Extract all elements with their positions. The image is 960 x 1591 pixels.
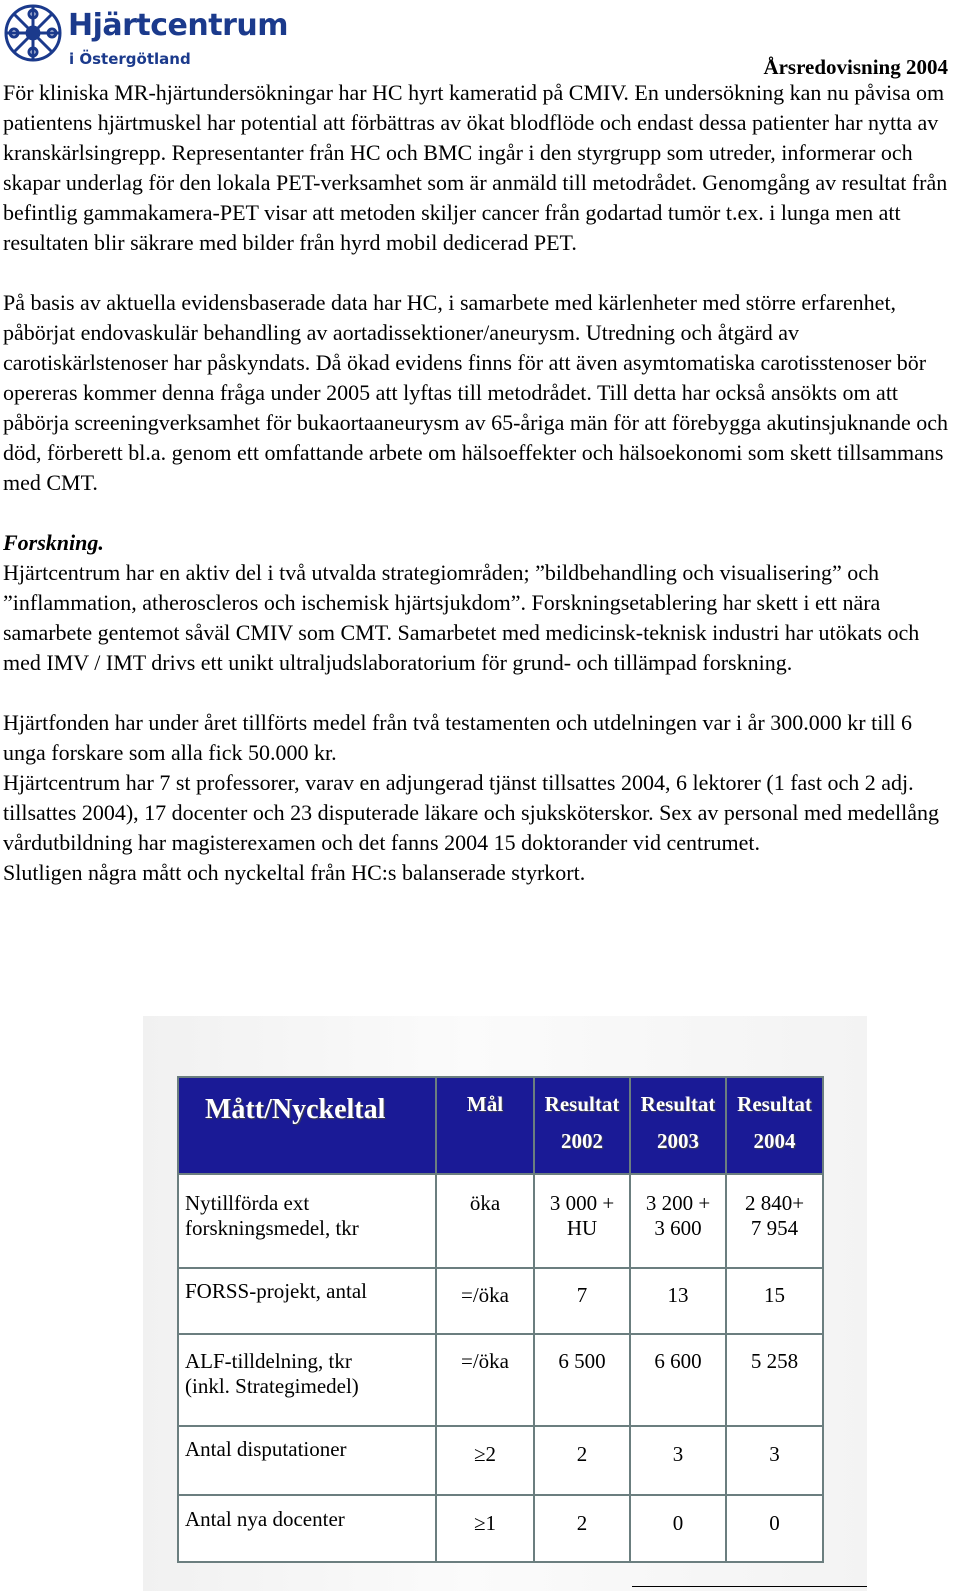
header-2003: Resultat 2003 <box>630 1077 726 1174</box>
row-label: Antal nya docenter <box>178 1495 436 1562</box>
row-label: Nytillförda ext forskningsmedel, tkr <box>178 1174 436 1268</box>
section-heading-research: Forskning. <box>3 530 104 555</box>
table-row <box>178 1334 823 1426</box>
header-metric: Mått/Nyckeltal <box>178 1077 436 1174</box>
row-goal: öka <box>436 1174 534 1268</box>
paragraph-research: Hjärtcentrum har en aktiv del i två utvalda strategiområden; ”bildbehandling och visualisering” och ”inflammation, atheroscleros och ischemisk hjärtsjukdom”. Forskningsetablering har skett i ett nära samarbete gentemot såväl CMIV som CMT. Samarbetet med medicinsk-teknisk industri har utökats och med IMV / IMT drivs ett unikt ultraljudslaboratorium för grund- och tillämpad forskning. <box>3 560 920 675</box>
paragraph-evidence: På basis av aktuella evidensbaserade data har HC, i samarbete med kärlenheter med större erfarenhet, påbörjat endovaskulär behandling av aortadissektioner/aneurysm. Utredning och åtgärd av carotiskärlstenoser har påskyndats. Då ökad evidens finns för att även asymtomatiska carotisstenoser bör opereras kommer denna fråga under 2005 att lyftas till metodrådet. Till detta har också ansökts om att påbörja screeningverksamhet för bukaortaaneurysm av 65-åriga män för att förebygga akutinsjuknande och död, förberett bl.a. genom ett omfattande arbete om hälsoeffekter och hälsoekonomi som skett tillsammans med CMT. <box>3 290 949 495</box>
row-value-2003: 6 600 <box>630 1334 726 1426</box>
row-value-2002: 6 500 <box>534 1334 630 1426</box>
paragraph-mr: För kliniska MR-hjärtundersökningar har HC hyrt kameratid på CMIV. En undersökning kan nu påvisa om patientens hjärtmuskel har potential att förbättras av ökat blodflöde och endast dessa patienter har nytta av kranskärlsingrepp. Representanter från HC och BMC ingår i den styrgrupp som utreder, informerar och skapar underlag för den lokala PET-verksamhet som är anmäld till metodrådet. Genomgång av resultat från befintlig gammakamera-PET visar att metoden skiljer cancer från godartad tumör t.ex. i lunga men att resultaten blir säkrare med bilder från hyrd mobil dedicerad PET. <box>3 80 948 255</box>
document-body <box>3 78 953 888</box>
paragraph-heart-fund: Hjärtfonden har under året tillförts medel från två testamenten och utdelningen var i år 300.000 kr till 6 unga forskare som alla fick 50.000 kr. <box>3 710 913 765</box>
row-value-2002: 3 000 + HU <box>534 1174 630 1268</box>
row-label: Antal disputationer <box>178 1426 436 1495</box>
logo-name: Hjärtcentrum <box>68 8 289 43</box>
snowflake-emblem-icon <box>2 2 64 64</box>
table-header-row <box>178 1077 823 1174</box>
row-label: ALF-tilldelning, tkr (inkl. Strategimedel) <box>178 1334 436 1426</box>
table-row <box>178 1495 823 1562</box>
table-row <box>178 1174 823 1268</box>
paragraph-staff: Hjärtcentrum har 7 st professorer, varav en adjungerad tjänst tillsattes 2004, 6 lektorer (1 fast och 2 adj. tillsattes 2004), 17 docenter och 23 disputerade läkare och sjuksköterskor. Sex av personal med medellång vårdutbildning har magisterexamen och det fanns 2004 15 doktorander vid centrumet. <box>3 770 939 855</box>
kpi-table <box>177 1076 824 1563</box>
row-value-2003: 13 <box>630 1268 726 1334</box>
header-2002: Resultat 2002 <box>534 1077 630 1174</box>
row-value-2004: 15 <box>726 1268 823 1334</box>
row-label: FORSS-projekt, antal <box>178 1268 436 1334</box>
row-goal: ≥2 <box>436 1426 534 1495</box>
paragraph-conclusion: Slutligen några mått och nyckeltal från HC:s balanserade styrkort. <box>3 860 586 885</box>
row-goal: =/öka <box>436 1268 534 1334</box>
row-value-2002: 2 <box>534 1426 630 1495</box>
logo <box>2 2 312 72</box>
row-value-2002: 2 <box>534 1495 630 1562</box>
table-row <box>178 1426 823 1495</box>
logo-subtitle: i Östergötland <box>69 50 191 68</box>
row-value-2003: 3 <box>630 1426 726 1495</box>
row-goal: =/öka <box>436 1334 534 1426</box>
header-2004: Resultat 2004 <box>726 1077 823 1174</box>
row-value-2004: 0 <box>726 1495 823 1562</box>
row-goal: ≥1 <box>436 1495 534 1562</box>
footnote-divider <box>632 1586 867 1587</box>
table-row <box>178 1268 823 1334</box>
row-value-2003: 0 <box>630 1495 726 1562</box>
header-goal: Mål <box>436 1077 534 1174</box>
row-value-2002: 7 <box>534 1268 630 1334</box>
row-value-2004: 5 258 <box>726 1334 823 1426</box>
row-value-2004: 3 <box>726 1426 823 1495</box>
row-value-2004: 2 840+ 7 954 <box>726 1174 823 1268</box>
report-title: Årsredovisning 2004 <box>763 55 948 79</box>
row-value-2003: 3 200 + 3 600 <box>630 1174 726 1268</box>
